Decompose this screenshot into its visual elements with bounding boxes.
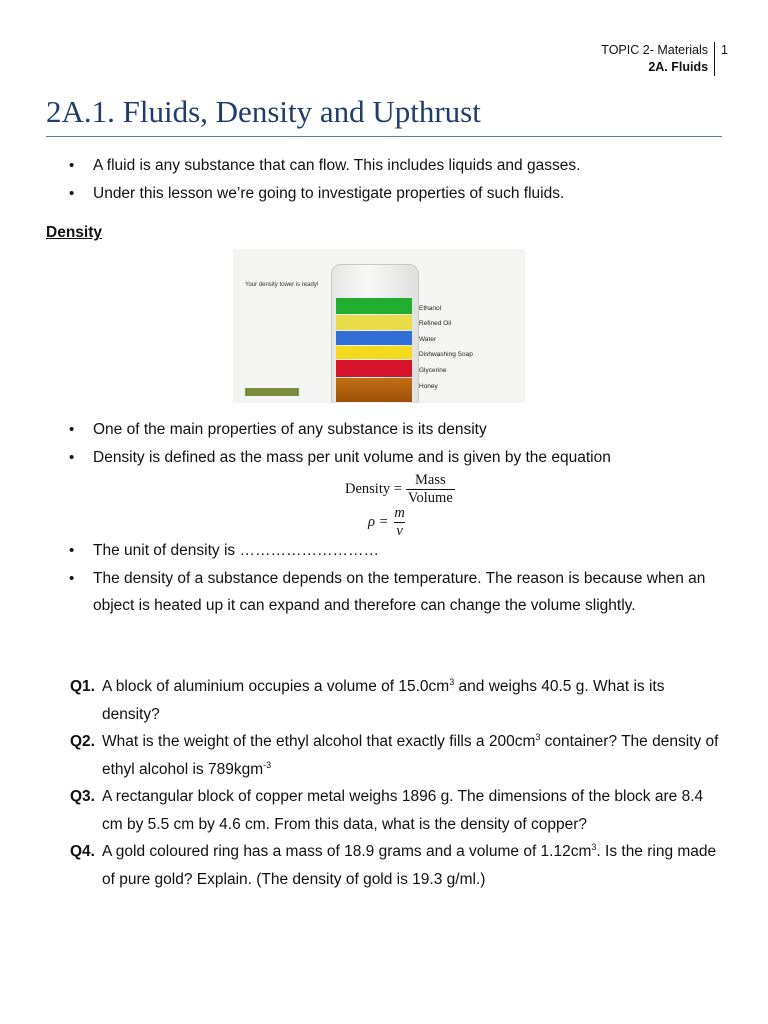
question-label: Q3. [70, 788, 95, 805]
question-text [102, 838, 720, 893]
layer-label: Honey [419, 383, 438, 390]
layer-glycerine [336, 360, 412, 377]
layer-water [336, 331, 412, 345]
question-3 [70, 783, 720, 838]
fraction [392, 505, 406, 540]
superscript: 3 [535, 731, 541, 742]
equation-lhs: Density = [345, 481, 402, 497]
section-heading-density: Density [46, 224, 102, 241]
figure-caption: Your density tower is ready! [245, 282, 319, 288]
list-item: • A fluid is any substance that can flow. This includes liquids and gasses. [0, 152, 768, 180]
question-text-part: What is the weight of the ethyl alcohol that exactly fills a 200cm [102, 733, 536, 750]
question-text-part: A block of aluminium occupies a volume of 15.0cm [102, 678, 450, 695]
question-1 [70, 673, 720, 728]
intro-list [0, 152, 768, 207]
superscript: -3 [263, 759, 272, 770]
question-text-part: . Is the ring made of pure gold? Explain. (The density of gold is 19.3 g/ml.) [102, 843, 717, 888]
density-equation [345, 472, 455, 507]
page-title: 2A.1. Fluids, Density and Upthrust [46, 94, 722, 137]
question-label: Q2. [70, 733, 95, 750]
layer-label: Glycerine [419, 367, 447, 374]
fraction [406, 472, 455, 507]
question-list [70, 673, 720, 893]
list-item: • Density is defined as the mass per unit volume and is given by the equation [0, 444, 768, 472]
denominator: Volume [407, 490, 453, 506]
header-text [601, 42, 714, 76]
question-text: A rectangular block of copper metal weighs 1896 g. The dimensions of the block are 8.4 cm by 5.5 cm by 4.6 cm. From this data, what is the density of copper? [102, 788, 704, 833]
page-header [601, 42, 728, 76]
figure-logo [245, 388, 299, 396]
question-text-part: A gold coloured ring has a mass of 18.9 grams and a volume of 1.12cm [102, 843, 592, 860]
layer-label: Ethanol [419, 305, 442, 312]
layer-label: Dishwashing Soap [419, 351, 473, 358]
layer-label: Water [419, 336, 437, 343]
question-2 [70, 728, 720, 783]
question-text-part: container? The density of ethyl alcohol is 789kgm [102, 733, 719, 778]
layer-label: Refined Oil [419, 320, 452, 327]
header-topic: TOPIC 2- Materials [601, 43, 709, 57]
layer-ethanol [336, 298, 412, 314]
question-text [102, 728, 720, 783]
page-number: 1 [721, 43, 728, 57]
question-4 [70, 838, 720, 893]
layer-honey [336, 378, 412, 402]
question-text [102, 673, 720, 728]
density-tower-image [233, 249, 525, 403]
list-item: • One of the main properties of any substance is its density [0, 416, 768, 444]
equation-lhs: ρ = [368, 514, 389, 530]
question-text-part: and weighs 40.5 g. What is its density? [102, 678, 665, 723]
layer-oil [336, 315, 412, 330]
superscript: 3 [449, 676, 455, 687]
superscript: 3 [591, 841, 597, 852]
layer-soap [336, 346, 412, 359]
numerator: Mass [415, 472, 446, 488]
rho-equation [368, 505, 407, 540]
density-list [0, 416, 768, 471]
question-label: Q4. [70, 843, 95, 860]
more-list [0, 537, 768, 620]
list-item: • The density of a substance depends on the temperature. The reason is because when an object is heated up it can expand and therefore can change the volume slightly. [0, 565, 768, 620]
denominator: v [396, 523, 403, 539]
question-label: Q1. [70, 678, 95, 695]
list-item: • The unit of density is ……………………… [0, 537, 768, 565]
list-item: • Under this lesson we’re going to investigate properties of such fluids. [0, 180, 768, 208]
numerator: m [394, 505, 405, 521]
header-subtopic: 2A. Fluids [648, 60, 709, 74]
